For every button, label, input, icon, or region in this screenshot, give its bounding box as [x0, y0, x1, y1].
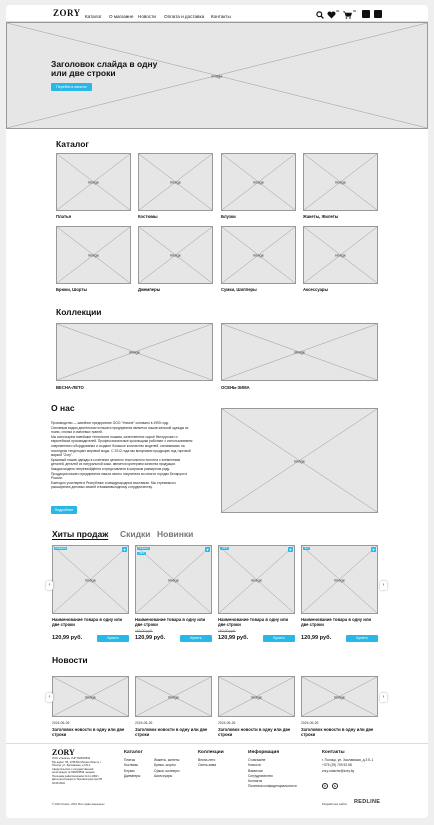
footer-contact-line: +375 (29) 709 92 68 [322, 763, 352, 768]
catalog-item-label[interactable]: Блузки [221, 214, 236, 219]
image-label: image [170, 252, 181, 258]
product-badge: Хит [304, 547, 309, 550]
about-more-button[interactable]: Подробнее [51, 506, 77, 514]
news-prev-arrow[interactable]: ‹ [46, 693, 53, 702]
about-text [51, 421, 211, 490]
hero-title-line1: Заголовок слайда в одну [51, 59, 158, 69]
collection-label-autumn[interactable]: ОСЕНЬ-ЗИМА [221, 385, 250, 390]
collection-image-spring[interactable] [56, 323, 213, 381]
buy-button[interactable]: Купить [263, 635, 295, 642]
product-name[interactable]: Наименование товара в одну или две строки [52, 617, 123, 628]
product-badge: Новинка [138, 547, 149, 550]
footer-company-line: Полоцким райисполкомом 14.11.1993 г. [52, 774, 100, 778]
product-badge: Новинка [55, 547, 66, 550]
footer-contacts-list [322, 758, 373, 774]
product-image[interactable] [301, 545, 378, 614]
footer-company-line: Юр.адрес: 95, 2768 Витебская область, г. [52, 760, 102, 764]
about-paragraph: маркой "Zory". [51, 453, 73, 458]
account-icon[interactable] [374, 10, 382, 18]
nav-payment[interactable]: Оплата и доставка [164, 14, 205, 19]
favorite-heart-icon[interactable]: ♥ [289, 547, 292, 552]
footer-company-info [52, 757, 110, 785]
catalog-item-image[interactable] [138, 153, 213, 211]
about-image [221, 408, 378, 513]
product-old-price: 150,00 руб. [135, 629, 153, 633]
catalog-item-image[interactable] [56, 226, 131, 284]
news-date: 2024-06-26 [218, 721, 236, 725]
page [6, 5, 428, 818]
nav-about[interactable]: О магазине [109, 14, 134, 19]
catalog-item-label[interactable]: Джемперы [138, 287, 161, 292]
image-label: image [294, 349, 305, 355]
developer-label: Разработка сайта [322, 802, 347, 806]
catalog-item-image[interactable] [303, 226, 378, 284]
about-paragraph: Красивый пошив одежды в сочетании ценового текстильного полотна с элементами [51, 457, 181, 462]
news-image[interactable] [301, 676, 378, 717]
image-label: image [251, 694, 262, 699]
image-label: image [88, 252, 99, 258]
buy-button[interactable]: Купить [180, 635, 212, 642]
tab-hits[interactable]: Хиты продаж [52, 529, 109, 539]
footer-company-line: регистрации № 690003543, выдано [52, 771, 95, 774]
about-paragraph: Ежегодно участвуем в Республике и международных выставках. Мы стремимся к [51, 480, 176, 485]
footer-catalog-title: Каталог [124, 750, 143, 755]
copyright: © 2024 Униаче. 2024. Все права защищены [52, 803, 105, 806]
image-label: image [253, 252, 264, 258]
footer-info-title: Информация [248, 750, 280, 755]
footer-collections-list [198, 758, 216, 769]
news-image[interactable] [135, 676, 212, 717]
news-title[interactable]: Заголовок новости в одну или две строки [301, 727, 374, 738]
footer-catalog-link[interactable]: Аксессуары [154, 773, 173, 778]
footer-company-line: ООО «Униаче» УНП 690003543 [52, 757, 91, 760]
product-name[interactable]: Наименование товара в одну или две строки [135, 617, 206, 628]
image-label: image [85, 694, 96, 699]
image-label: image [334, 694, 345, 699]
about-paragraph: Мы используем новейшие технологии пошива, качественное сырьё белорусских и [51, 434, 178, 439]
about-paragraph: расширению деловых связей и взаимовыгодному сотрудничеству. [51, 485, 153, 490]
news-date: 2024-06-26 [52, 721, 70, 725]
catalog-item-image[interactable] [138, 226, 213, 284]
image-label: image [170, 179, 181, 185]
product-image[interactable] [135, 545, 212, 614]
nav-news[interactable]: Новости [138, 14, 156, 19]
hero-catalog-button[interactable]: Перейти в каталог [51, 83, 92, 91]
product-price: 120,99 руб. [135, 635, 166, 641]
footer-company-line: 02.08.2022 [52, 781, 65, 785]
footer-catalog-link[interactable]: Джемперы [124, 773, 141, 778]
image-label: image [85, 577, 96, 582]
about-paragraph: Основным видом деятельности нашего предприятия является пошив женской одежды из [51, 425, 189, 430]
image-label: image [129, 349, 140, 355]
footer-collections-title: Коллекции [198, 750, 224, 755]
news-next-arrow[interactable]: › [380, 693, 387, 702]
about-paragraph: Производство — швейное предприятие ООО "Униаче" основано в 1993 году. [51, 421, 169, 425]
news-title[interactable]: Заголовок новости в одну или две строки [52, 727, 125, 738]
product-badge: -20% [221, 547, 228, 550]
footer-catalog-link[interactable]: Брюки, шорты [154, 763, 176, 768]
footer-catalog-col1 [124, 758, 140, 779]
hero-image-label: image [211, 73, 223, 78]
image-label: image [294, 458, 305, 463]
buy-button[interactable]: Купить [97, 635, 129, 642]
footer-catalog-link[interactable]: Платья [124, 758, 136, 762]
collection-label-spring[interactable]: ВЕСНА-ЛЕТО [56, 385, 84, 390]
product-price: 120,99 руб. [301, 635, 332, 641]
footer-catalog-link[interactable]: Блузки [124, 768, 135, 773]
catalog-item-image[interactable] [303, 153, 378, 211]
favorite-heart-icon[interactable]: ♥ [123, 547, 126, 552]
footer-info-link[interactable]: Политика конфиденциальности [248, 784, 297, 789]
catalog-item-label[interactable]: Аксессуары [303, 287, 329, 292]
footer-contacts-title: Контакты [322, 750, 345, 755]
news-image[interactable] [218, 676, 295, 717]
developer-logo[interactable]: REDLINE [354, 799, 381, 805]
footer-info-link[interactable]: Контакты [248, 779, 263, 784]
about-paragraph: Продукция нашего предприятия нашла своего покупателя во многих городах Беларуси и [51, 471, 188, 476]
about-paragraph: последних тенденциях мировой моды. С 2012 года мы выпускаем продукцию под торговой [51, 448, 191, 453]
product-image[interactable] [52, 545, 129, 614]
news-date: 2024-06-26 [301, 721, 319, 725]
cart-count: 99 [353, 9, 357, 13]
footer-collection-link[interactable]: Весна-лето [198, 758, 216, 762]
product-image[interactable] [218, 545, 295, 614]
footer-company-line: Свидетельство о государственной [52, 767, 94, 771]
image-label: image [251, 577, 262, 582]
about-paragraph: России. [51, 476, 63, 481]
products-prev-arrow[interactable]: ‹ [46, 581, 53, 590]
footer-info-link[interactable]: Новости [248, 763, 261, 768]
heart-icon[interactable] [327, 11, 336, 19]
product-name[interactable]: Наименование товара в одну или две строки [218, 617, 289, 628]
footer-info-list [248, 758, 297, 790]
telegram-icon[interactable]: ➤ [333, 784, 337, 788]
catalog-item-label[interactable]: Платья [56, 214, 72, 219]
news-title[interactable]: Заголовок новости в одну или две строки [218, 727, 291, 738]
about-paragraph: современного оборудования и создают большое количество моделей, основываясь на [51, 443, 185, 448]
user-icon[interactable] [362, 10, 370, 18]
footer-info-link[interactable]: Сотрудничество [248, 773, 273, 778]
footer-catalog-link[interactable]: Костюмы [124, 763, 138, 768]
hero-title [51, 60, 157, 78]
collection-image-autumn[interactable] [221, 323, 378, 381]
image-label: image [168, 694, 179, 699]
catalog-item-label[interactable]: Брюки, Шорты [56, 287, 88, 292]
catalog-item-label[interactable]: Жакеты, Жилеты [303, 214, 339, 219]
footer-company-line: Дата регистрации в Торговом реестре РБ [52, 778, 103, 781]
catalog-item-label[interactable]: Костюмы [138, 214, 158, 219]
news-date: 2024-06-26 [135, 721, 153, 725]
footer-collection-link[interactable]: Осень-зима [198, 763, 217, 768]
catalog-item-image[interactable] [221, 226, 296, 284]
footer-catalog-link[interactable]: Жакеты, жилеты [154, 758, 180, 762]
product-old-price: 150,00 руб. [218, 629, 236, 633]
footer-logo[interactable]: ZORY [52, 748, 75, 757]
hero-title-line2: или две строки [51, 68, 116, 78]
catalog-title: Каталог [56, 139, 89, 149]
favorite-heart-icon[interactable]: ♥ [372, 547, 375, 552]
about-paragraph: Каждая модель непревзойдённа и представлена в широком размерном ряду. [51, 466, 170, 471]
image-label: image [253, 179, 264, 185]
product-price: 120,99 руб. [52, 635, 83, 641]
cart-icon[interactable] [343, 11, 352, 19]
footer-contact-line: г. Полоцк, ул. Заславская, д.3 Б-1 [322, 758, 374, 762]
products-next-arrow[interactable]: › [380, 581, 387, 590]
image-label: image [335, 179, 346, 185]
footer-info-link[interactable]: Вакансии [248, 768, 263, 773]
footer-divider [6, 743, 428, 744]
catalog-item-image[interactable] [56, 153, 131, 211]
image-label: image [335, 252, 346, 258]
about-title: О нас [51, 403, 75, 413]
nav-catalog[interactable]: Каталог [85, 14, 102, 19]
product-badge-discount: -20% [138, 552, 145, 555]
about-paragraph: ткани, хлопка и смесевых тканей. [51, 430, 103, 435]
product-price: 120,99 руб. [218, 635, 249, 641]
buy-button[interactable]: Купить [346, 635, 378, 642]
about-paragraph: европейских производителей. Профессиональные кроильщики работают с использованием [51, 439, 193, 444]
news-title[interactable]: Заголовок новости в одну или две строки [135, 727, 208, 738]
collections-title: Коллекции [56, 307, 102, 317]
catalog-item-image[interactable] [221, 153, 296, 211]
product-name[interactable]: Наименование товара в одну или две строки [301, 617, 372, 628]
tab-new[interactable]: Новинки [157, 529, 194, 539]
news-image[interactable] [52, 676, 129, 717]
viber-icon[interactable]: ✆ [323, 784, 327, 788]
favorite-heart-icon[interactable]: ♥ [206, 547, 209, 552]
logo[interactable]: ZORY [53, 8, 81, 18]
about-paragraph: деталей, деталей из натуральной кожи, является критерием качества продукции. [51, 462, 176, 467]
footer-company-line: Полоцк, ул. Заславская, д.3 Б-1 [52, 764, 91, 767]
catalog-item-label[interactable]: Сумки, Шопперы [221, 287, 257, 292]
tab-discounts[interactable]: Скидки [120, 529, 151, 539]
search-icon[interactable] [316, 11, 324, 19]
footer-catalog-col2 [154, 758, 179, 779]
image-label: image [168, 577, 179, 582]
footer-contact-line: zory.uniache@zory.by [322, 768, 355, 773]
image-label: image [88, 179, 99, 185]
favorites-count: 99 [336, 9, 340, 13]
nav-contacts[interactable]: Контакты [211, 14, 231, 19]
image-label: image [334, 577, 345, 582]
footer-info-link[interactable]: О магазине [248, 758, 266, 762]
footer-catalog-link[interactable]: Сумки, шопперы [154, 768, 180, 773]
news-title: Новости [52, 655, 88, 665]
